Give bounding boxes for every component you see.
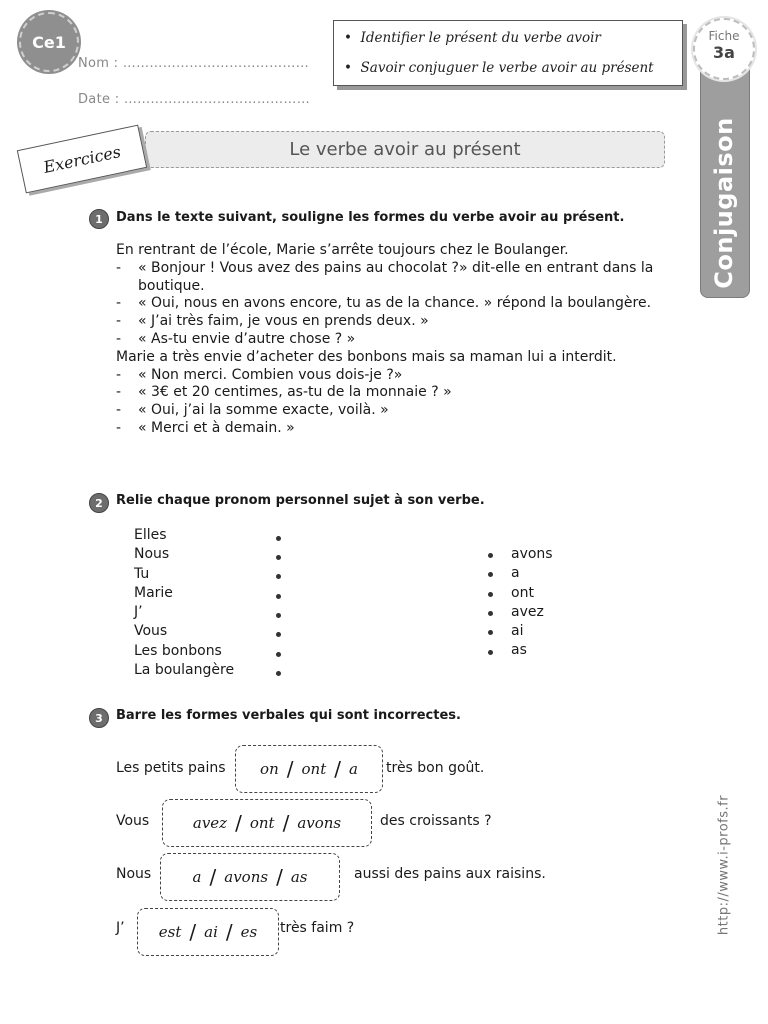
choice-box: est / ai / es bbox=[137, 908, 279, 956]
exercise-instruction: Relie chaque pronom personnel sujet à son verbe. bbox=[116, 493, 485, 508]
choice-box: on / ont / a bbox=[235, 745, 383, 793]
text-line: - « 3€ et 20 centimes, as-tu de la monnaie ? » bbox=[116, 384, 452, 401]
pronoun-item: Nous bbox=[134, 546, 170, 563]
choice-box: avez / ont / avons bbox=[162, 799, 372, 847]
text-line: - « Bonjour ! Vous avez des pains au chocolat ?» dit-elle en entrant dans la bbox=[116, 259, 654, 276]
pronoun-list bbox=[134, 526, 234, 680]
pronoun-item: Marie bbox=[134, 584, 173, 601]
text-line: Marie a très envie d’acheter des bonbons mais sa maman lui a interdit. bbox=[116, 348, 617, 365]
name-label: Nom : bbox=[78, 56, 119, 71]
verb-dot[interactable] bbox=[488, 592, 493, 597]
pronoun-dot[interactable] bbox=[276, 574, 281, 579]
text-line: - « Non merci. Combien vous dois-je ?» bbox=[116, 366, 403, 383]
verb-choice[interactable]: a bbox=[348, 760, 358, 778]
name-dots: …………………………………… bbox=[122, 56, 309, 71]
pronoun-dot[interactable] bbox=[276, 613, 281, 618]
text-line: - « Merci et à demain. » bbox=[116, 419, 295, 436]
exercise-number-badge: 3 bbox=[89, 708, 109, 728]
subject-tab-label: Conjugaison bbox=[710, 117, 738, 289]
exercise-number-badge: 1 bbox=[89, 209, 109, 229]
pronoun-item: Les bonbons bbox=[134, 642, 222, 659]
verb-choice[interactable]: ont bbox=[249, 814, 275, 832]
pronoun-dot[interactable] bbox=[276, 594, 281, 599]
verb-item: avez bbox=[511, 603, 544, 620]
sentence-end: des croissants ? bbox=[380, 813, 492, 829]
verb-choice[interactable]: on bbox=[260, 760, 279, 778]
date-dots: …………………………………… bbox=[123, 92, 311, 107]
pronoun-dot[interactable] bbox=[276, 652, 281, 657]
pronoun-item: La boulangère bbox=[134, 662, 235, 679]
objective-item: • Identifier le présent du verbe avoir bbox=[344, 30, 601, 46]
verb-item: ont bbox=[511, 584, 534, 601]
exercises-tag: Exercices bbox=[17, 125, 147, 194]
text-line: - « J’ai très faim, je vous en prends deux. » bbox=[116, 313, 429, 330]
choice-box: a / avons / as bbox=[160, 853, 340, 901]
exercise-instruction: Dans le texte suivant, souligne les formes du verbe avoir au présent. bbox=[116, 210, 625, 225]
verb-dot[interactable] bbox=[488, 630, 493, 635]
verb-choice[interactable]: a bbox=[192, 868, 202, 886]
pronoun-item: Elles bbox=[134, 527, 167, 543]
pronoun-item: Tu bbox=[134, 565, 150, 582]
text-line: - « Oui, nous en avons encore, tu as de la chance. » répond la boulangère. bbox=[116, 295, 652, 312]
page-title: Le verbe avoir au présent bbox=[145, 131, 665, 168]
date-label: Date : bbox=[78, 92, 120, 107]
verb-list bbox=[511, 545, 553, 661]
verb-item: a bbox=[511, 565, 520, 582]
verb-dot[interactable] bbox=[488, 572, 493, 577]
text-line: - « As-tu envie d’autre chose ? » bbox=[116, 330, 356, 347]
pronoun-item: Vous bbox=[134, 623, 168, 640]
verb-item: as bbox=[511, 642, 527, 659]
sentence-start: Nous bbox=[116, 866, 152, 882]
fiche-label: Fiche bbox=[708, 29, 740, 43]
level-badge: Ce1 bbox=[19, 12, 79, 72]
fiche-number: 3a bbox=[713, 43, 735, 62]
pronoun-item: J’ bbox=[134, 604, 143, 621]
pronoun-dot[interactable] bbox=[276, 555, 281, 560]
exercise1-text bbox=[116, 242, 706, 438]
sentence-start: Les petits pains bbox=[116, 760, 226, 776]
text-line: boutique. bbox=[138, 277, 205, 294]
name-line bbox=[78, 56, 309, 71]
sentence-end: très faim ? bbox=[280, 920, 355, 936]
verb-item: avons bbox=[511, 546, 553, 562]
verb-choice[interactable]: ont bbox=[301, 760, 327, 778]
verb-choice[interactable]: avez bbox=[192, 814, 228, 832]
verb-dot[interactable] bbox=[488, 611, 493, 616]
site-url: http://www.i-profs.fr bbox=[716, 794, 732, 936]
verb-choice[interactable]: as bbox=[290, 868, 308, 886]
pronoun-dot[interactable] bbox=[276, 671, 281, 676]
sentence-start: Vous bbox=[116, 813, 150, 829]
verb-dot[interactable] bbox=[488, 553, 493, 558]
text-line: En rentrant de l’école, Marie s’arrête toujours chez le Boulanger. bbox=[116, 242, 569, 258]
verb-item: ai bbox=[511, 623, 524, 640]
sentence-start: J’ bbox=[116, 920, 125, 936]
verb-choice[interactable]: ai bbox=[204, 923, 218, 941]
verb-choice[interactable]: avons bbox=[297, 814, 342, 832]
verb-choice[interactable]: es bbox=[240, 923, 258, 941]
pronoun-dot[interactable] bbox=[276, 632, 281, 637]
verb-choice[interactable]: avons bbox=[224, 868, 269, 886]
verb-dot[interactable] bbox=[488, 650, 493, 655]
objective-item: • Savoir conjuguer le verbe avoir au présent bbox=[344, 60, 654, 76]
verb-choice[interactable]: est bbox=[158, 923, 182, 941]
text-line: - « Oui, j’ai la somme exacte, voilà. » bbox=[116, 402, 389, 419]
pronoun-dot[interactable] bbox=[276, 536, 281, 541]
exercise-instruction: Barre les formes verbales qui sont incorrectes. bbox=[116, 708, 461, 723]
sentence-end: aussi des pains aux raisins. bbox=[354, 866, 546, 882]
fiche-badge bbox=[693, 18, 755, 80]
exercise-number-badge: 2 bbox=[89, 493, 109, 513]
sentence-end: très bon goût. bbox=[386, 760, 485, 776]
objectives-box bbox=[333, 20, 683, 86]
date-line bbox=[78, 92, 310, 107]
